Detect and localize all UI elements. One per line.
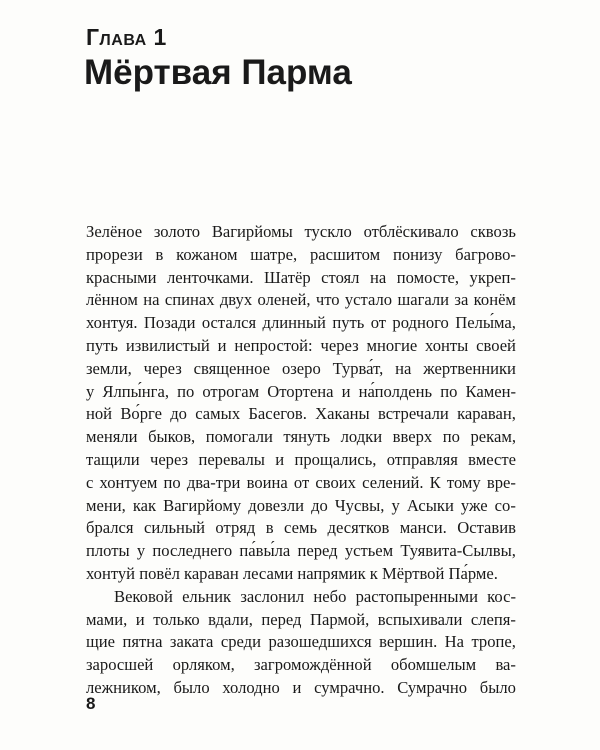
text-line: красными ленточками. Шатёр стоял на помосте, укреп-: [86, 267, 516, 287]
text-line: Вековой ельник заслонил небо растопыренными кос-: [114, 586, 516, 606]
text-line: у Ялпы́нга, по отрогам Отортена и на́полдень по Камен-: [86, 381, 516, 401]
chapter-title: Мёртвая Парма: [84, 53, 352, 92]
text-line: брался сильный отряд в семь десятков манси. Оставив: [86, 518, 516, 538]
page-number: 8: [86, 694, 96, 713]
text-line: лённом на спинах двух оленей, что устало шагали за конём: [86, 290, 516, 310]
text-line: лежником, было холодно и сумрачно. Сумрачно было: [86, 677, 516, 697]
text-line: Зелёное золото Вагирйомы тускло отблёскивало сквозь: [86, 222, 516, 241]
text-line: плоты у последнего па́вы́ла перед устьем Туявита-Сылвы,: [86, 541, 516, 561]
text-line: ной Во́рге до самых Басегов. Хаканы встречали караван,: [86, 404, 516, 424]
text-line: заросшей орляком, загромождённой обомшелым ва-: [86, 655, 516, 675]
text-line: меняли быков, помогали тянуть лодки вверх по рекам,: [86, 427, 516, 447]
text-line: мами, и только вдали, перед Пармой, вспыхивали слепя-: [86, 609, 516, 629]
text-line: мени, как Вагирйому довезли до Чусвы, у Асыки уже со-: [86, 495, 516, 515]
text-line: земли, через священное озеро Турва́т, на жертвенники: [86, 358, 516, 378]
text-line: с хонтуем по два-три воина от своих селений. К тому вре-: [86, 472, 516, 492]
text-line: хонтуя. Позади остался длинный путь от родного Пелы́ма,: [86, 313, 516, 333]
text-line: прорези в кожаном шатре, расшитом понизу багрово-: [86, 244, 516, 264]
chapter-label: Глава 1: [86, 24, 167, 50]
text-line: хонтуй повёл караван лесами напрямик к Мёртвой Па́рме.: [86, 563, 498, 583]
text-line: тащили через перевалы и прощались, отправляя вместе: [86, 449, 516, 469]
text-line: щие пятна заката среди разошедшихся вершин. На тропе,: [86, 632, 516, 652]
body-text: [86, 221, 516, 700]
text-line: путь извилистый и непростой: через многие хонты своей: [86, 335, 516, 355]
